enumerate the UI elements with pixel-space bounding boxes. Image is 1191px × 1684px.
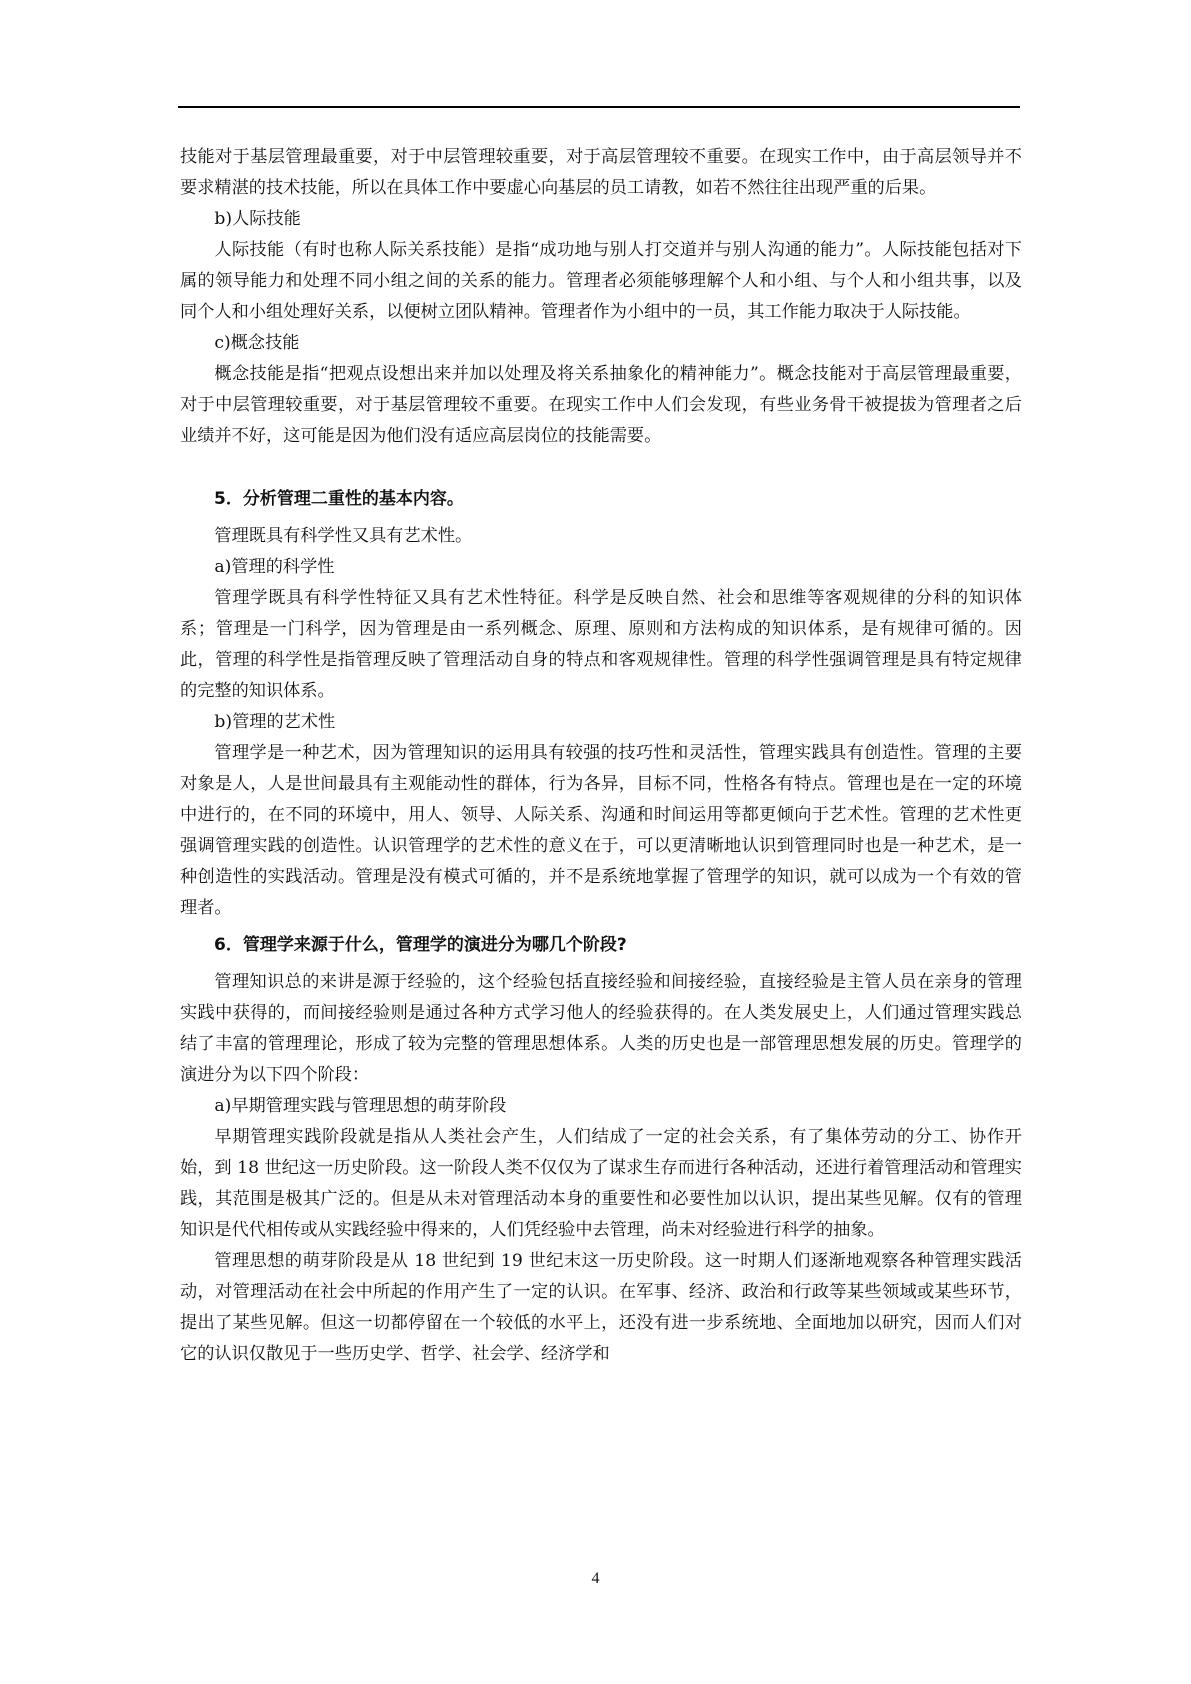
label-scientific-nature: a)管理的科学性 <box>214 557 335 577</box>
paragraph-early-practice: 早期管理实践阶段就是指从人类社会产生，人们结成了一定的社会关系，有了集体劳动的分工、协作开始，到 18 世纪这一历史阶段。这一阶段人类不仅仅为了谋求生存而进行各种活动，还进行着管理活动和管理实践，其范围是极其广泛的。但是从未对管理活动本身的重要性和必要性加以认识，提出某些见解。仅有的管理知识是代代相传或从实践经验中得来的，人们凭经验中去管理，尚未对经验进行科学的抽象。 <box>180 1127 1022 1240</box>
header-rule <box>178 106 1020 108</box>
document-body <box>180 142 1022 1370</box>
heading-question-5: 5．分析管理二重性的基本内容。 <box>214 489 464 509</box>
page-number: 4 <box>591 1570 600 1587</box>
paragraph-early-thought: 管理思想的萌芽阶段是从 18 世纪到 19 世纪末这一历史阶段。这一时期人们逐渐地观察各种管理实践活动，对管理活动在社会中所起的作用产生了一定的认识。在军事、经济、政治和行政等某些领域或某些环节，提出了某些见解。但这一切都停留在一个较低的水平上，还没有进一步系统地、全面地加以研究，因而人们对它的认识仅散见于一些历史学、哲学、社会学、经济学和 <box>180 1251 1022 1364</box>
label-interpersonal-skills: b)人际技能 <box>214 209 301 229</box>
paragraph-scientific-nature: 管理学既具有科学性特征又具有艺术性特征。科学是反映自然、社会和思维等客观规律的分科的知识体系；管理是一门科学，因为管理是由一系列概念、原理、原则和方法构成的知识体系，是有规律可循的。因此，管理的科学性是指管理反映了管理活动自身的特点和客观规律性。管理的科学性强调管理是具有特定规律的完整的知识体系。 <box>180 588 1022 701</box>
section-gap <box>180 452 1022 484</box>
label-artistic-nature: b)管理的艺术性 <box>214 712 336 732</box>
paragraph-conceptual-skills: 概念技能是指“把观点设想出来并加以处理及将关系抽象化的精神能力”。概念技能对于高层管理最重要，对于中层管理较重要，对于基层管理较不重要。在现实工作中人们会发现，有些业务骨干被提拔为管理者之后业绩并不好，这可能是因为他们没有适应高层岗位的技能需要。 <box>180 364 1022 446</box>
label-conceptual-skills: c)概念技能 <box>214 333 300 353</box>
paragraph-artistic-nature: 管理学是一种艺术，因为管理知识的运用具有较强的技巧性和灵活性，管理实践具有创造性。管理的主要对象是人，人是世间最具有主观能动性的群体，行为各异，目标不同，性格各有特点。管理也是在一定的环境中进行的，在不同的环境中，用人、领导、人际关系、沟通和时间运用等都更倾向于艺术性。管理的艺术性更强调管理实践的创造性。认识管理学的艺术性的意义在于，可以更清晰地认识到管理同时也是一种艺术，是一种创造性的实践活动。管理是没有模式可循的，并不是系统地掌握了管理学的知识，就可以成为一个有效的管理者。 <box>180 743 1022 918</box>
paragraph-interpersonal-skills: 人际技能（有时也称人际关系技能）是指“成功地与别人打交道并与别人沟通的能力”。人际技能包括对下属的领导能力和处理不同小组之间的关系的能力。管理者必须能够理解个人和小组、与个人和小组共事，以及同个人和小组处理好关系，以便树立团队精神。管理者作为小组中的一员，其工作能力取决于人际技能。 <box>180 240 1022 322</box>
paragraph-origin-intro: 管理知识总的来讲是源于经验的，这个经验包括直接经验和间接经验，直接经验是主管人员在亲身的管理实践中获得的，而间接经验则是通过各种方式学习他人的经验获得的。在人类发展史上，人们通过管理实践总结了丰富的管理理论，形成了较为完整的管理思想体系。人类的历史也是一部管理思想发展的历史。管理学的演进分为以下四个阶段： <box>180 972 1022 1085</box>
heading-question-6: 6．管理学来源于什么，管理学的演进分为哪几个阶段? <box>214 935 627 955</box>
paragraph-technical-skills-continued: 技能对于基层管理最重要，对于中层管理较重要，对于高层管理较不重要。在现实工作中，由于高层领导并不要求精湛的技术技能，所以在具体工作中要虚心向基层的员工请教，如若不然往往出现严重的后果。 <box>180 147 1022 198</box>
paragraph-duality-intro: 管理既具有科学性又具有艺术性。 <box>214 526 473 546</box>
label-early-stage: a)早期管理实践与管理思想的萌芽阶段 <box>214 1096 507 1116</box>
